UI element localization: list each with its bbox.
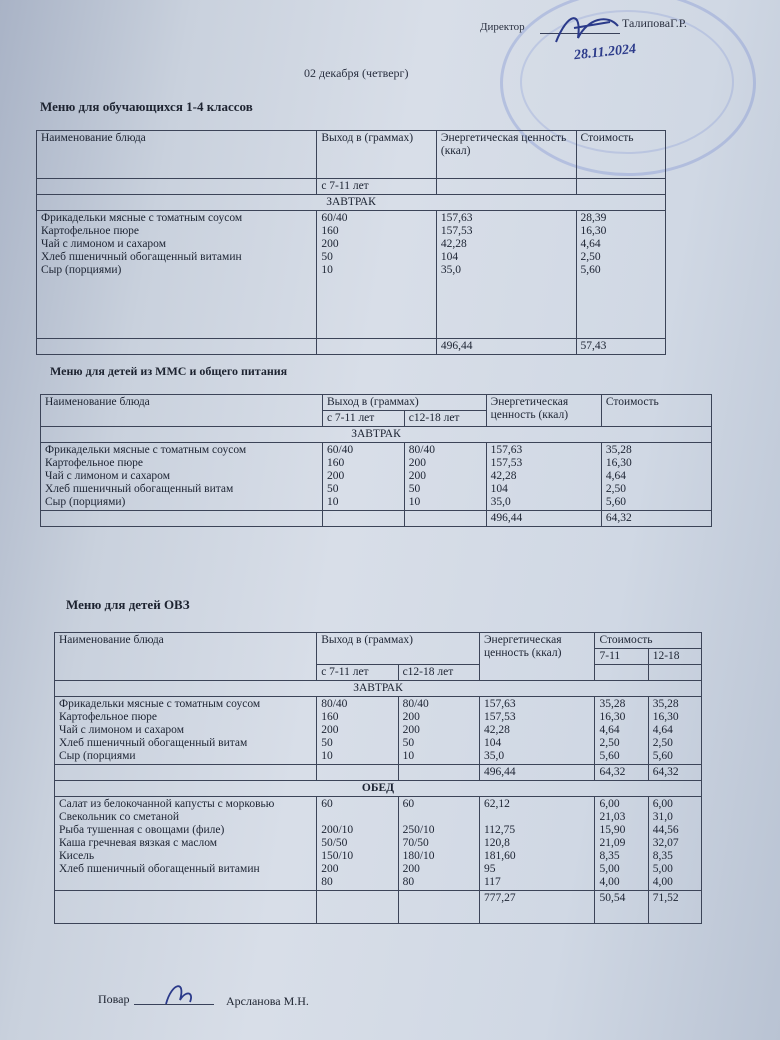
section3-table xyxy=(54,632,702,924)
col-energy-header: Энергетическая ценность (ккал) xyxy=(436,131,576,179)
yield-value: 150/10 xyxy=(321,850,354,862)
dish-name: Картофельное пюре xyxy=(45,457,144,469)
dish-name: Кисель xyxy=(59,850,95,862)
yield-value: 200 xyxy=(402,863,420,875)
cost-value: 21,09 xyxy=(599,837,626,849)
dish-name: Каша гречневая вязкая с маслом xyxy=(59,837,218,849)
cook-label: Повар xyxy=(98,992,130,1006)
cost2-cell xyxy=(648,697,701,765)
empty-cell xyxy=(595,665,648,681)
yield-value: 160 xyxy=(326,457,345,469)
cost-value: 2,50 xyxy=(599,737,620,749)
yield2-cell xyxy=(404,443,486,511)
cost-value: 4,64 xyxy=(652,724,673,736)
cost-value: 35,28 xyxy=(599,698,626,710)
yield-value: 10 xyxy=(321,264,333,276)
yield-value: 200 xyxy=(408,470,427,482)
cost-value: 28,39 xyxy=(580,212,607,224)
empty-cell xyxy=(576,179,665,195)
dish-name: Сыр (порциями) xyxy=(41,264,122,276)
empty-cell xyxy=(37,179,317,195)
cost-value: 35,28 xyxy=(652,698,679,710)
cost-value: 4,64 xyxy=(580,238,601,250)
cost-value: 15,90 xyxy=(599,824,626,836)
dish-name: Хлеб пшеничный обогащенный витамин xyxy=(59,863,260,875)
empty-cell xyxy=(404,511,486,527)
cost-cell xyxy=(601,443,711,511)
col-yield-header: Выход в (граммах) xyxy=(317,131,437,179)
cost-value: 5,60 xyxy=(580,264,601,276)
dish-names-cell xyxy=(41,443,323,511)
empty-cell xyxy=(322,511,404,527)
empty-cell xyxy=(648,665,701,681)
dish-name: Картофельное пюре xyxy=(41,225,140,237)
cost-value: 21,03 xyxy=(599,811,626,823)
cook-name: Арсланова М.Н. xyxy=(226,994,309,1008)
energy-value: 35,0 xyxy=(490,496,511,508)
yield-value: 70/50 xyxy=(402,837,429,849)
energy-cell xyxy=(486,443,601,511)
energy-value: 42,28 xyxy=(483,724,510,736)
cost1-cell xyxy=(595,797,648,891)
empty-cell xyxy=(398,891,479,924)
yield-value: 10 xyxy=(402,750,415,762)
empty-cell xyxy=(55,891,317,924)
yield2-cell xyxy=(398,697,479,765)
energy-cell xyxy=(436,211,576,339)
cost-value: 5,00 xyxy=(652,863,673,875)
age1-header: с 7-11 лет xyxy=(322,411,404,427)
lunch-total-energy: 777,27 xyxy=(479,891,595,924)
cost1-cell xyxy=(595,697,648,765)
breakfast-total-energy: 496,44 xyxy=(479,765,595,781)
col-name-header: Наименование блюда xyxy=(55,633,317,681)
yield-value: 50 xyxy=(408,483,421,495)
yield-value: 200 xyxy=(321,863,339,875)
cost-value: 2,50 xyxy=(580,251,601,263)
yield2-cell xyxy=(398,797,479,891)
yield-value: 50 xyxy=(321,251,333,263)
section1-table xyxy=(36,130,666,355)
energy-value: 42,28 xyxy=(440,238,467,250)
yield-value: 10 xyxy=(321,750,333,762)
yield-cell xyxy=(317,211,437,339)
yield-value: 60/40 xyxy=(326,444,354,456)
col-yield-header: Выход в (граммах) xyxy=(317,633,480,665)
empty-cell xyxy=(41,511,323,527)
cost-value: 6,00 xyxy=(599,798,620,810)
total-cost: 57,43 xyxy=(576,339,665,355)
dish-name: Салат из белокочанной капусты с морковью xyxy=(59,798,275,810)
yield-value: 60 xyxy=(321,798,333,810)
director-name: ТалиповаГ.Р. xyxy=(622,16,687,30)
breakfast-header: ЗАВТРАК xyxy=(55,681,702,697)
section3-title: Меню для детей ОВЗ xyxy=(66,597,190,612)
lunch-header: ОБЕД xyxy=(55,781,702,797)
age-header: с 7-11 лет xyxy=(317,179,437,195)
cost-value: 16,30 xyxy=(599,711,626,723)
energy-value: 35,0 xyxy=(440,264,462,276)
yield-value: 200 xyxy=(321,724,339,736)
col-energy-header: Энергетическая ценность (ккал) xyxy=(486,395,601,427)
energy-value: 104 xyxy=(490,483,508,495)
cost2-cell xyxy=(648,797,701,891)
energy-value: 95 xyxy=(483,863,496,875)
cost-value: 4,64 xyxy=(605,470,626,482)
yield-value: 250/10 xyxy=(402,824,435,836)
yield-value: 10 xyxy=(326,496,339,508)
cost-age1-header: 7-11 xyxy=(595,649,648,665)
energy-value: 35,0 xyxy=(483,750,505,762)
empty-cell xyxy=(37,339,317,355)
cost-value: 4,00 xyxy=(652,876,673,888)
empty-cell xyxy=(436,179,576,195)
yield1-cell xyxy=(317,697,398,765)
energy-value: 112,75 xyxy=(483,824,516,836)
energy-value: 117 xyxy=(483,876,501,888)
dish-name: Картофельное пюре xyxy=(59,711,158,723)
energy-value: 157,53 xyxy=(490,457,523,469)
section2-title: Меню для детей из ММС и общего питания xyxy=(50,364,288,378)
cook-signature xyxy=(160,978,200,1008)
cost-value: 2,50 xyxy=(652,737,673,749)
col-energy-header: Энергетическая ценность (ккал) xyxy=(479,633,595,681)
cost-value: 4,64 xyxy=(599,724,620,736)
yield1-cell xyxy=(322,443,404,511)
date-line: 02 декабря (четверг) xyxy=(304,66,409,80)
yield-value: 50 xyxy=(402,737,415,749)
meal-header: ЗАВТРАК xyxy=(37,195,666,211)
total-cost: 64,32 xyxy=(601,511,711,527)
spacer xyxy=(484,811,591,824)
dish-name: Фрикадельки мясные с томатным соусом xyxy=(45,444,247,456)
energy-value: 157,53 xyxy=(483,711,516,723)
yield-value: 200 xyxy=(326,470,345,482)
spacer xyxy=(321,811,393,824)
cost-value: 5,60 xyxy=(605,496,626,508)
yield-value: 50/50 xyxy=(321,837,348,849)
dish-name: Свекольник со сметаной xyxy=(59,811,180,823)
yield-value: 200 xyxy=(402,711,420,723)
cost-value: 8,35 xyxy=(652,850,673,862)
yield-value: 200/10 xyxy=(321,824,354,836)
dish-name: Чай с лимоном и сахаром xyxy=(41,238,166,250)
dish-name: Фрикадельки мясные с томатным соусом xyxy=(59,698,261,710)
cost-value: 32,07 xyxy=(652,837,679,849)
dish-name: Чай с лимоном и сахаром xyxy=(59,724,184,736)
dish-name: Хлеб пшеничный обогащенный витам xyxy=(45,483,234,495)
energy-value: 104 xyxy=(483,737,502,749)
lunch-total-cost2: 71,52 xyxy=(648,891,701,924)
cost-value: 35,28 xyxy=(605,444,632,456)
energy-value: 157,53 xyxy=(440,225,473,237)
cost-value: 16,30 xyxy=(580,225,607,237)
cost-value: 44,56 xyxy=(652,824,679,836)
total-energy: 496,44 xyxy=(486,511,601,527)
yield-value: 200 xyxy=(402,724,420,736)
yield-value: 200 xyxy=(321,238,339,250)
cost-value: 8,35 xyxy=(599,850,620,862)
yield-value: 80 xyxy=(321,876,333,888)
energy-value: 181,60 xyxy=(483,850,516,862)
cost-value: 5,00 xyxy=(599,863,620,875)
energy-value: 157,63 xyxy=(490,444,523,456)
dish-name: Фрикадельки мясные с томатным соусом xyxy=(41,212,243,224)
energy-cell xyxy=(479,697,595,765)
energy-value: 120,8 xyxy=(483,837,510,849)
cost-value: 5,60 xyxy=(599,750,620,762)
yield-value: 80/40 xyxy=(402,698,429,710)
signature-date: 28.11.2024 xyxy=(573,41,637,64)
dish-name: Сыр (порциями xyxy=(59,750,136,762)
dish-names-cell xyxy=(55,697,317,765)
yield-value: 10 xyxy=(408,496,421,508)
cost-value: 16,30 xyxy=(652,711,679,723)
energy-value: 42,28 xyxy=(490,470,517,482)
breakfast-total-cost1: 64,32 xyxy=(595,765,648,781)
cost-value: 5,60 xyxy=(652,750,673,762)
col-name-header: Наименование блюда xyxy=(37,131,317,179)
energy-value: 62,12 xyxy=(483,798,510,810)
energy-value: 157,63 xyxy=(483,698,516,710)
energy-value: 157,63 xyxy=(440,212,473,224)
lunch-total-cost1: 50,54 xyxy=(595,891,648,924)
energy-value: 104 xyxy=(440,251,459,263)
dish-names-cell xyxy=(55,797,317,891)
dish-names-cell xyxy=(37,211,317,339)
cost-value: 4,00 xyxy=(599,876,620,888)
yield-value: 200 xyxy=(408,457,427,469)
cost-value: 6,00 xyxy=(652,798,673,810)
yield-value: 160 xyxy=(321,711,339,723)
empty-cell xyxy=(317,891,398,924)
yield-value: 60 xyxy=(402,798,415,810)
age1-header: с 7-11 лет xyxy=(317,665,398,681)
yield-value: 50 xyxy=(321,737,333,749)
yield-value: 160 xyxy=(321,225,339,237)
energy-cell xyxy=(479,797,595,891)
cost-value: 31,0 xyxy=(652,811,673,823)
col-cost-header: Стоимость xyxy=(601,395,711,427)
yield-value: 60/40 xyxy=(321,212,348,224)
cost-value: 16,30 xyxy=(605,457,632,469)
cost-value: 2,50 xyxy=(605,483,626,495)
yield-value: 80/40 xyxy=(408,444,435,456)
dish-name: Хлеб пшеничный обогащенный витамин xyxy=(41,251,242,263)
empty-cell xyxy=(317,339,437,355)
col-yield-header: Выход в (граммах) xyxy=(322,395,486,411)
section1-title: Меню для обучающихся 1-4 классов xyxy=(40,99,253,114)
cost-cell xyxy=(576,211,665,339)
dish-name: Рыба тушенная с овощами (филе) xyxy=(59,824,225,836)
yield-value: 80/40 xyxy=(321,698,348,710)
empty-cell xyxy=(398,765,479,781)
director-label: Директор xyxy=(480,21,525,33)
yield-value: 50 xyxy=(326,483,339,495)
dish-name: Чай с лимоном и сахаром xyxy=(45,470,170,482)
cost-age2-header: 12-18 xyxy=(648,649,701,665)
spacer xyxy=(403,811,475,824)
yield1-cell xyxy=(317,797,398,891)
age2-header: с12-18 лет xyxy=(404,411,486,427)
yield-value: 80 xyxy=(402,876,415,888)
col-cost-header: Стоимость xyxy=(576,131,665,179)
empty-cell xyxy=(317,765,398,781)
dish-name: Сыр (порциями) xyxy=(45,496,126,508)
total-energy: 496,44 xyxy=(436,339,576,355)
meal-header: ЗАВТРАК xyxy=(41,427,712,443)
dish-name: Хлеб пшеничный обогащенный витам xyxy=(59,737,248,749)
empty-cell xyxy=(55,765,317,781)
breakfast-total-cost2: 64,32 xyxy=(648,765,701,781)
yield-value: 180/10 xyxy=(402,850,435,862)
section2-table xyxy=(40,394,712,527)
col-cost-header: Стоимость xyxy=(595,633,702,649)
col-name-header: Наименование блюда xyxy=(41,395,323,427)
age2-header: с12-18 лет xyxy=(398,665,479,681)
